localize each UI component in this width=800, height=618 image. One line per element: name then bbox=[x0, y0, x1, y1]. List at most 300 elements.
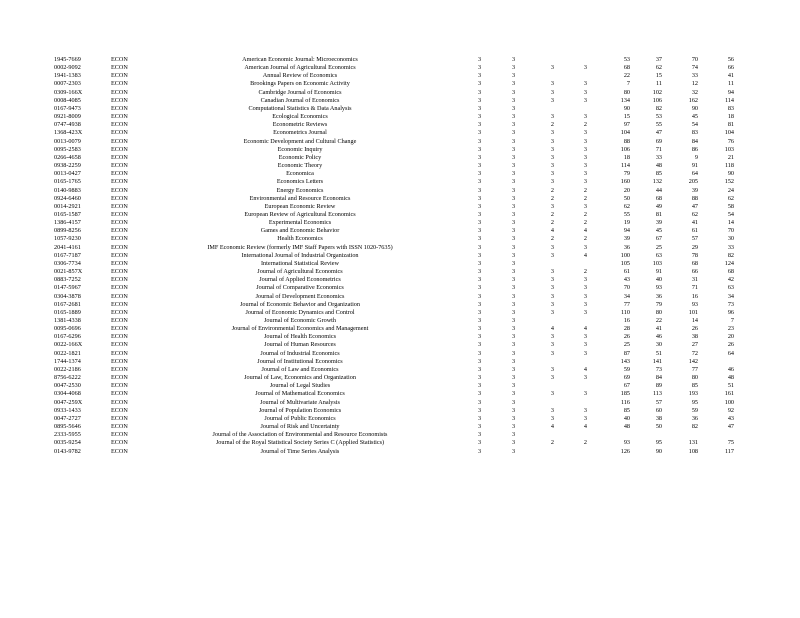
issn-cell: 0304-3878 bbox=[54, 292, 81, 300]
value-g-cell: 12 bbox=[691, 80, 698, 88]
field-cell: ECON bbox=[111, 88, 128, 96]
rank-a-cell: 3 bbox=[478, 374, 482, 382]
rank-b-cell: 3 bbox=[512, 341, 516, 349]
rank-c-cell: 3 bbox=[550, 349, 554, 357]
journal-title-cell: European Review of Agricultural Economics bbox=[244, 210, 356, 218]
value-g-cell: 26 bbox=[691, 325, 698, 333]
rank-c-cell: 3 bbox=[550, 243, 554, 251]
table-row bbox=[0, 448, 800, 456]
value-g-cell: 36 bbox=[691, 414, 698, 422]
value-h-cell: 104 bbox=[724, 129, 734, 137]
rank-b-cell: 3 bbox=[512, 357, 516, 365]
rank-a-cell: 3 bbox=[478, 145, 482, 153]
value-g-cell: 14 bbox=[691, 317, 698, 324]
value-e-cell: 116 bbox=[620, 398, 630, 406]
value-f-cell: 37 bbox=[655, 56, 662, 63]
issn-cell: 0095-2583 bbox=[54, 145, 81, 153]
rank-b-cell: 3 bbox=[512, 406, 516, 414]
value-e-cell: 160 bbox=[620, 178, 630, 186]
field-cell: ECON bbox=[111, 439, 128, 447]
value-g-cell: 91 bbox=[691, 162, 698, 170]
value-h-cell: 18 bbox=[727, 113, 734, 121]
value-h-cell: 83 bbox=[727, 104, 734, 112]
value-h-cell: 100 bbox=[724, 398, 734, 406]
journal-title-cell: Journal of Development Economics bbox=[255, 292, 345, 300]
journal-title-cell: Economic Theory bbox=[277, 162, 323, 170]
value-g-cell: 80 bbox=[691, 374, 698, 382]
value-g-cell: 66 bbox=[691, 268, 698, 276]
value-h-cell: 73 bbox=[727, 300, 734, 308]
table-row bbox=[0, 350, 800, 358]
rank-b-cell: 3 bbox=[512, 235, 516, 243]
value-g-cell: 47 bbox=[691, 202, 698, 210]
issn-cell: 0921-8009 bbox=[54, 113, 81, 121]
issn-cell: 0022-166X bbox=[54, 341, 83, 349]
issn-cell: 0266-4658 bbox=[54, 153, 81, 161]
issn-cell: 0309-166X bbox=[54, 88, 83, 96]
rank-d-cell: 3 bbox=[583, 308, 587, 316]
issn-cell: 0304-4068 bbox=[54, 390, 81, 398]
rank-b-cell: 3 bbox=[512, 447, 516, 455]
value-f-cell: 91 bbox=[655, 268, 662, 276]
rank-d-cell: 4 bbox=[583, 365, 587, 373]
rank-d-cell: 4 bbox=[583, 251, 587, 259]
value-f-cell: 44 bbox=[655, 186, 662, 194]
value-g-cell: 45 bbox=[691, 113, 698, 121]
value-g-cell: 57 bbox=[691, 235, 698, 243]
value-e-cell: 185 bbox=[620, 390, 630, 398]
value-g-cell: 101 bbox=[688, 308, 698, 316]
value-e-cell: 106 bbox=[620, 145, 630, 153]
value-f-cell: 41 bbox=[655, 325, 662, 333]
field-cell: ECON bbox=[111, 219, 128, 227]
table-row bbox=[0, 219, 800, 227]
rank-d-cell: 3 bbox=[583, 129, 587, 137]
value-h-cell: 64 bbox=[727, 349, 734, 357]
value-g-cell: 131 bbox=[688, 439, 698, 447]
rank-a-cell: 3 bbox=[478, 431, 482, 439]
value-f-cell: 84 bbox=[655, 374, 662, 382]
value-g-cell: 108 bbox=[688, 447, 698, 455]
journal-title-cell: Cambridge Journal of Economics bbox=[258, 88, 342, 96]
journal-title-cell: Experimental Economics bbox=[268, 219, 332, 227]
value-h-cell: 62 bbox=[727, 194, 734, 202]
value-e-cell: 55 bbox=[623, 210, 630, 218]
issn-cell: 0095-0696 bbox=[54, 325, 81, 333]
rank-b-cell: 3 bbox=[512, 374, 516, 382]
value-f-cell: 67 bbox=[655, 235, 662, 243]
journal-title-cell: Games and Economic Behavior bbox=[260, 227, 340, 235]
table-row bbox=[0, 187, 800, 195]
value-f-cell: 11 bbox=[656, 80, 662, 88]
table-row bbox=[0, 293, 800, 301]
journal-title-cell: Computational Statistics & Data Analysis bbox=[248, 104, 352, 112]
rank-d-cell: 3 bbox=[583, 292, 587, 300]
value-f-cell: 141 bbox=[652, 357, 662, 365]
rank-a-cell: 3 bbox=[478, 382, 482, 390]
value-e-cell: 28 bbox=[623, 325, 630, 333]
table-row bbox=[0, 89, 800, 97]
value-e-cell: 100 bbox=[620, 251, 630, 259]
rank-d-cell: 3 bbox=[583, 178, 587, 186]
journal-title-cell: Journal of Law and Economics bbox=[261, 365, 339, 373]
value-h-cell: 46 bbox=[727, 365, 734, 373]
value-e-cell: 48 bbox=[623, 423, 630, 431]
table-row bbox=[0, 56, 800, 64]
issn-cell: 0165-1765 bbox=[54, 178, 81, 186]
rank-a-cell: 3 bbox=[478, 423, 482, 431]
value-f-cell: 68 bbox=[655, 194, 662, 202]
rank-b-cell: 3 bbox=[512, 194, 516, 202]
rank-a-cell: 3 bbox=[478, 259, 482, 267]
journal-title-cell: Journal of Human Resources bbox=[264, 341, 336, 349]
value-e-cell: 59 bbox=[623, 365, 630, 373]
value-h-cell: 70 bbox=[727, 227, 734, 235]
rank-d-cell: 3 bbox=[583, 374, 587, 382]
journal-title-cell: Economics Letters bbox=[276, 178, 324, 186]
table-row bbox=[0, 325, 800, 333]
rank-a-cell: 3 bbox=[478, 308, 482, 316]
field-cell: ECON bbox=[111, 186, 128, 194]
journal-title-cell: International Statistical Review bbox=[260, 259, 339, 267]
value-h-cell: 24 bbox=[727, 186, 734, 194]
journal-title-cell: Canadian Journal of Economics bbox=[260, 96, 340, 104]
field-cell: ECON bbox=[111, 64, 128, 72]
field-cell: ECON bbox=[111, 162, 128, 170]
rank-a-cell: 3 bbox=[478, 365, 482, 373]
value-e-cell: 77 bbox=[623, 300, 630, 308]
rank-d-cell: 3 bbox=[583, 80, 587, 88]
table-row bbox=[0, 358, 800, 366]
rank-b-cell: 3 bbox=[512, 423, 516, 431]
rank-a-cell: 3 bbox=[478, 194, 482, 202]
rank-b-cell: 3 bbox=[512, 300, 516, 308]
value-g-cell: 90 bbox=[691, 104, 698, 112]
rank-d-cell: 3 bbox=[583, 406, 587, 414]
rank-d-cell: 2 bbox=[583, 186, 587, 194]
issn-cell: 0933-1433 bbox=[54, 406, 81, 414]
issn-cell: 0147-5967 bbox=[54, 284, 81, 292]
table-row bbox=[0, 407, 800, 415]
value-h-cell: 48 bbox=[727, 374, 734, 382]
value-f-cell: 38 bbox=[655, 414, 662, 422]
issn-cell: 1386-4157 bbox=[54, 219, 81, 227]
value-f-cell: 73 bbox=[655, 365, 662, 373]
table-row bbox=[0, 235, 800, 243]
rank-d-cell: 3 bbox=[583, 153, 587, 161]
rank-a-cell: 3 bbox=[478, 80, 482, 88]
value-g-cell: 72 bbox=[691, 349, 698, 357]
table-row bbox=[0, 431, 800, 439]
issn-cell: 0013-0427 bbox=[54, 170, 81, 178]
rank-a-cell: 3 bbox=[478, 129, 482, 137]
rank-b-cell: 3 bbox=[512, 153, 516, 161]
issn-cell: 0883-7252 bbox=[54, 276, 81, 284]
journal-title-cell: European Economic Review bbox=[264, 202, 336, 210]
value-e-cell: 105 bbox=[620, 259, 630, 267]
value-h-cell: 92 bbox=[727, 406, 734, 414]
table-row bbox=[0, 390, 800, 398]
value-g-cell: 93 bbox=[691, 300, 698, 308]
rank-b-cell: 3 bbox=[512, 170, 516, 178]
value-f-cell: 62 bbox=[655, 64, 662, 72]
journal-title-cell: Journal of Industrial Economics bbox=[260, 349, 340, 357]
value-e-cell: 88 bbox=[623, 137, 630, 145]
journal-title-cell: Journal of Public Economics bbox=[264, 414, 336, 422]
field-cell: ECON bbox=[111, 72, 128, 80]
rank-b-cell: 3 bbox=[512, 349, 516, 357]
value-h-cell: 11 bbox=[728, 80, 734, 88]
table-row bbox=[0, 105, 800, 113]
rank-c-cell: 2 bbox=[550, 235, 554, 243]
rank-a-cell: 3 bbox=[478, 251, 482, 259]
value-h-cell: 54 bbox=[727, 210, 734, 218]
field-cell: ECON bbox=[111, 259, 128, 267]
rank-a-cell: 3 bbox=[478, 341, 482, 349]
journal-title-cell: Environmental and Resource Economics bbox=[249, 194, 351, 202]
rank-a-cell: 3 bbox=[478, 210, 482, 218]
value-e-cell: 20 bbox=[623, 186, 630, 194]
rank-d-cell: 3 bbox=[583, 341, 587, 349]
value-e-cell: 50 bbox=[623, 194, 630, 202]
value-h-cell: 42 bbox=[727, 276, 734, 284]
rank-c-cell: 4 bbox=[550, 423, 554, 431]
table-row bbox=[0, 341, 800, 349]
table-row bbox=[0, 121, 800, 129]
issn-cell: 0140-9883 bbox=[54, 186, 81, 194]
journal-title-cell: Energy Economics bbox=[276, 186, 324, 194]
value-e-cell: 43 bbox=[623, 276, 630, 284]
rank-d-cell: 3 bbox=[583, 202, 587, 210]
value-e-cell: 62 bbox=[623, 202, 630, 210]
rank-c-cell: 3 bbox=[550, 178, 554, 186]
value-g-cell: 205 bbox=[688, 178, 698, 186]
table-row bbox=[0, 211, 800, 219]
rank-b-cell: 3 bbox=[512, 88, 516, 96]
field-cell: ECON bbox=[111, 153, 128, 161]
rank-b-cell: 3 bbox=[512, 292, 516, 300]
value-g-cell: 29 bbox=[691, 243, 698, 251]
table-row bbox=[0, 301, 800, 309]
rank-d-cell: 4 bbox=[583, 325, 587, 333]
field-cell: ECON bbox=[111, 398, 128, 406]
rank-d-cell: 3 bbox=[583, 390, 587, 398]
value-e-cell: 87 bbox=[623, 349, 630, 357]
rank-b-cell: 3 bbox=[512, 113, 516, 121]
rank-c-cell: 3 bbox=[550, 88, 554, 96]
value-h-cell: 33 bbox=[727, 243, 734, 251]
value-f-cell: 79 bbox=[655, 300, 662, 308]
journal-title-cell: Journal of the Royal Statistical Society Series C (Applied Statistics) bbox=[215, 439, 385, 447]
issn-cell: 0002-9092 bbox=[54, 64, 81, 72]
field-cell: ECON bbox=[111, 210, 128, 218]
field-cell: ECON bbox=[111, 113, 128, 121]
issn-cell: 1381-4338 bbox=[54, 317, 81, 324]
journal-title-cell: Journal of Health Economics bbox=[264, 333, 336, 341]
value-f-cell: 25 bbox=[655, 243, 662, 251]
value-f-cell: 22 bbox=[655, 317, 662, 324]
rank-b-cell: 3 bbox=[512, 145, 516, 153]
rank-d-cell: 2 bbox=[583, 210, 587, 218]
value-f-cell: 60 bbox=[655, 406, 662, 414]
value-h-cell: 41 bbox=[727, 72, 734, 80]
rank-a-cell: 3 bbox=[478, 219, 482, 227]
journal-title-cell: Journal of Economic Growth bbox=[264, 317, 336, 324]
value-g-cell: 64 bbox=[691, 170, 698, 178]
rank-d-cell: 2 bbox=[583, 121, 587, 129]
field-cell: ECON bbox=[111, 80, 128, 88]
field-cell: ECON bbox=[111, 145, 128, 153]
rank-b-cell: 3 bbox=[512, 365, 516, 373]
value-g-cell: 193 bbox=[688, 390, 698, 398]
value-f-cell: 113 bbox=[652, 390, 662, 398]
issn-cell: 0165-1587 bbox=[54, 210, 81, 218]
rank-b-cell: 3 bbox=[512, 439, 516, 447]
rank-a-cell: 3 bbox=[478, 357, 482, 365]
rank-a-cell: 3 bbox=[478, 178, 482, 186]
value-f-cell: 102 bbox=[652, 88, 662, 96]
value-h-cell: 21 bbox=[727, 153, 734, 161]
rank-d-cell: 2 bbox=[583, 219, 587, 227]
value-f-cell: 53 bbox=[655, 113, 662, 121]
rank-b-cell: 3 bbox=[512, 137, 516, 145]
issn-cell: 0008-4085 bbox=[54, 96, 81, 104]
rank-d-cell: 3 bbox=[583, 276, 587, 284]
issn-cell: 2041-4161 bbox=[54, 243, 81, 251]
field-cell: ECON bbox=[111, 178, 128, 186]
rank-c-cell: 3 bbox=[550, 129, 554, 137]
journal-title-cell: Journal of Applied Econometrics bbox=[259, 276, 341, 284]
value-f-cell: 55 bbox=[655, 121, 662, 129]
rank-c-cell: 3 bbox=[550, 341, 554, 349]
table-row bbox=[0, 399, 800, 407]
field-cell: ECON bbox=[111, 333, 128, 341]
value-e-cell: 67 bbox=[623, 382, 630, 390]
field-cell: ECON bbox=[111, 235, 128, 243]
value-g-cell: 142 bbox=[688, 357, 698, 365]
value-e-cell: 134 bbox=[620, 96, 630, 104]
issn-cell: 0306-7734 bbox=[54, 259, 81, 267]
table-row bbox=[0, 309, 800, 317]
value-g-cell: 54 bbox=[691, 121, 698, 129]
field-cell: ECON bbox=[111, 104, 128, 112]
rank-d-cell: 2 bbox=[583, 194, 587, 202]
issn-cell: 0035-9254 bbox=[54, 439, 81, 447]
rank-b-cell: 3 bbox=[512, 129, 516, 137]
rank-c-cell: 4 bbox=[550, 325, 554, 333]
value-e-cell: 25 bbox=[623, 341, 630, 349]
rank-c-cell: 3 bbox=[550, 414, 554, 422]
value-e-cell: 18 bbox=[623, 153, 630, 161]
rank-d-cell: 3 bbox=[583, 64, 587, 72]
rank-c-cell: 3 bbox=[550, 162, 554, 170]
rank-a-cell: 3 bbox=[478, 104, 482, 112]
rank-c-cell: 2 bbox=[550, 186, 554, 194]
value-e-cell: 104 bbox=[620, 129, 630, 137]
rank-a-cell: 3 bbox=[478, 162, 482, 170]
rank-c-cell: 3 bbox=[550, 202, 554, 210]
rank-d-cell: 3 bbox=[583, 284, 587, 292]
field-cell: ECON bbox=[111, 292, 128, 300]
field-cell: ECON bbox=[111, 170, 128, 178]
value-g-cell: 62 bbox=[691, 210, 698, 218]
rank-a-cell: 3 bbox=[478, 137, 482, 145]
value-f-cell: 132 bbox=[652, 178, 662, 186]
journal-title-cell: IMF Economic Review (formerly IMF Staff Papers with ISSN 1020-7635) bbox=[207, 243, 393, 251]
rank-d-cell: 3 bbox=[583, 113, 587, 121]
value-f-cell: 63 bbox=[655, 251, 662, 259]
rank-d-cell: 2 bbox=[583, 268, 587, 276]
field-cell: ECON bbox=[111, 431, 128, 439]
value-g-cell: 32 bbox=[691, 88, 698, 96]
rank-c-cell: 2 bbox=[550, 219, 554, 227]
value-f-cell: 80 bbox=[655, 308, 662, 316]
rank-c-cell: 3 bbox=[550, 170, 554, 178]
value-f-cell: 81 bbox=[655, 210, 662, 218]
value-g-cell: 86 bbox=[691, 145, 698, 153]
rank-d-cell: 2 bbox=[583, 235, 587, 243]
journal-title-cell: Journal of Law, Economics and Organization bbox=[244, 374, 356, 382]
journal-title-cell: Journal of Economic Behavior and Organization bbox=[240, 300, 360, 308]
value-f-cell: 30 bbox=[655, 341, 662, 349]
rank-a-cell: 3 bbox=[478, 439, 482, 447]
rank-c-cell: 3 bbox=[550, 276, 554, 284]
rank-a-cell: 3 bbox=[478, 202, 482, 210]
rank-a-cell: 3 bbox=[478, 153, 482, 161]
rank-c-cell: 3 bbox=[550, 145, 554, 153]
table-row bbox=[0, 72, 800, 80]
journal-title-cell: Journal of Institutional Economics bbox=[257, 357, 343, 365]
field-cell: ECON bbox=[111, 406, 128, 414]
value-h-cell: 96 bbox=[727, 308, 734, 316]
rank-a-cell: 3 bbox=[478, 317, 482, 324]
value-h-cell: 81 bbox=[727, 121, 734, 129]
rank-c-cell: 3 bbox=[550, 137, 554, 145]
value-f-cell: 33 bbox=[655, 153, 662, 161]
issn-cell: 0167-2681 bbox=[54, 300, 81, 308]
journal-title-cell: Journal of Economic Dynamics and Control bbox=[245, 308, 355, 316]
value-e-cell: 69 bbox=[623, 374, 630, 382]
rank-b-cell: 3 bbox=[512, 80, 516, 88]
rank-b-cell: 3 bbox=[512, 317, 516, 324]
value-g-cell: 84 bbox=[691, 137, 698, 145]
value-g-cell: 71 bbox=[691, 284, 698, 292]
value-f-cell: 51 bbox=[655, 349, 662, 357]
value-g-cell: 78 bbox=[691, 251, 698, 259]
rank-a-cell: 3 bbox=[478, 284, 482, 292]
issn-cell: 0047-2727 bbox=[54, 414, 81, 422]
value-e-cell: 114 bbox=[620, 162, 630, 170]
field-cell: ECON bbox=[111, 308, 128, 316]
journal-title-cell: Economic Inquiry bbox=[277, 145, 323, 153]
table-row bbox=[0, 244, 800, 252]
rank-b-cell: 3 bbox=[512, 284, 516, 292]
value-h-cell: 103 bbox=[724, 145, 734, 153]
table-row bbox=[0, 276, 800, 284]
journal-title-cell: Journal of Legal Studies bbox=[269, 382, 331, 390]
rank-a-cell: 3 bbox=[478, 333, 482, 341]
rank-a-cell: 3 bbox=[478, 276, 482, 284]
field-cell: ECON bbox=[111, 96, 128, 104]
rank-c-cell: 3 bbox=[550, 113, 554, 121]
rank-a-cell: 3 bbox=[478, 96, 482, 104]
value-e-cell: 61 bbox=[623, 268, 630, 276]
rank-c-cell: 3 bbox=[550, 284, 554, 292]
rank-c-cell: 3 bbox=[550, 292, 554, 300]
value-h-cell: 117 bbox=[724, 447, 734, 455]
table-row bbox=[0, 146, 800, 154]
field-cell: ECON bbox=[111, 325, 128, 333]
